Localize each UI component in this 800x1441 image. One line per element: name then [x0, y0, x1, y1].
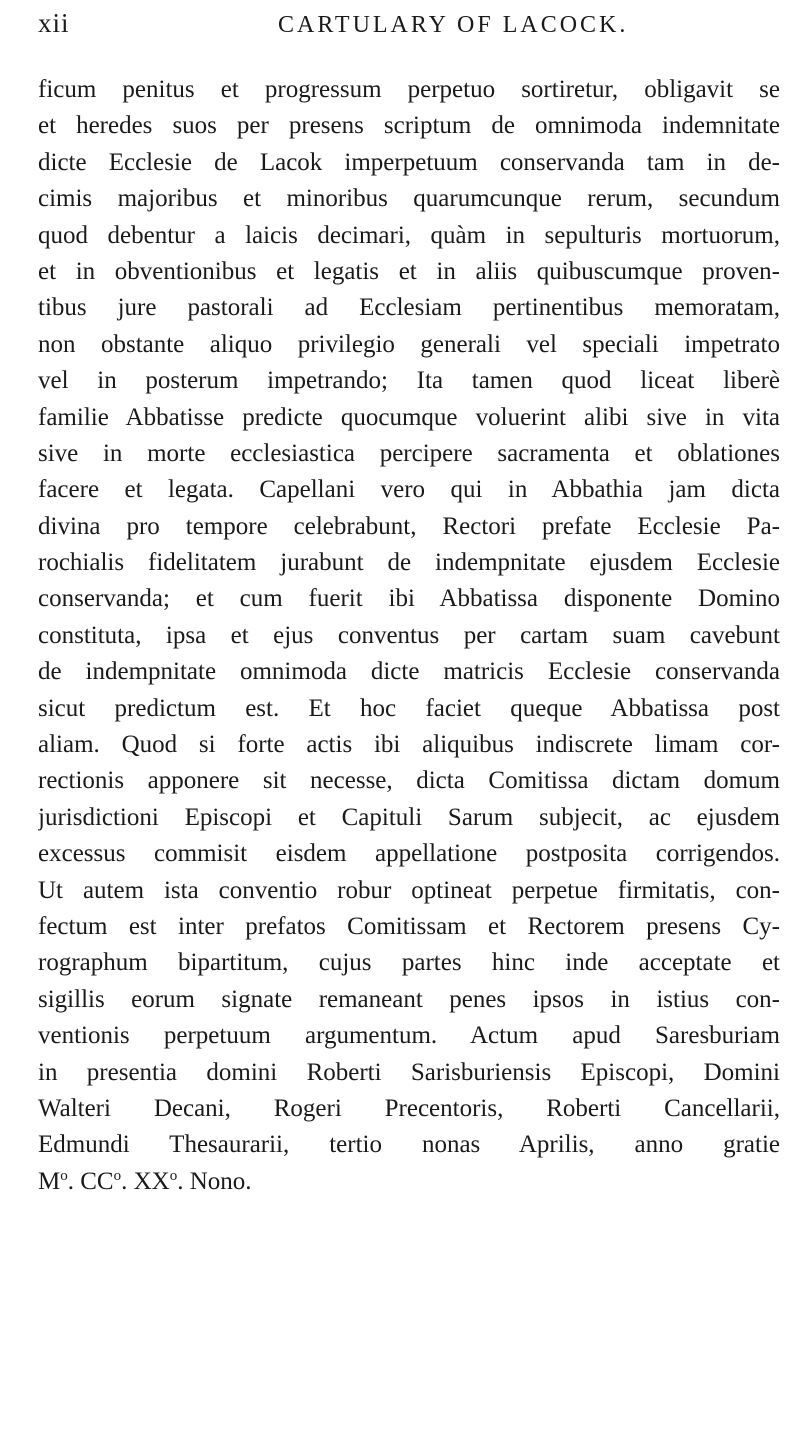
ordinal-marker: o [169, 1167, 178, 1184]
text-line: in presentia domini Roberti Sarisburiensis Episcopi, Domini [38, 1058, 780, 1086]
text-line: divina pro tempore celebrabunt, Rectori prefate Ecclesie Pa- [38, 512, 780, 540]
year-tens: . XX [121, 1167, 170, 1195]
text-line: ficum penitus et progressum perpetuo sortiretur, obligavit se [38, 76, 780, 103]
text-line: conservanda; et cum fuerit ibi Abbatissa disponente Domino [38, 585, 780, 613]
year-units: . Nono. [177, 1167, 252, 1195]
text-line: Walteri Decani, Rogeri Precentoris, Roberti Cancellarii, [38, 1094, 780, 1122]
text-line: non obstante aliquo privilegio generali vel speciali impetrato [38, 330, 780, 358]
year-thousands: M [38, 1167, 61, 1195]
text-line: familie Abbatisse predicte quocumque voluerint alibi sive in vita [38, 403, 780, 431]
text-line: quod debentur a laicis decimari, quàm in sepulturis mortuorum, [38, 221, 780, 249]
text-line: dicte Ecclesie de Lacok imperpetuum conservanda tam in de- [38, 148, 780, 176]
text-line: cimis majoribus et minoribus quarumcunque rerum, secundum [38, 185, 780, 213]
body-text [38, 72, 780, 1200]
running-title: CARTULARY OF LACOCK. [278, 12, 629, 38]
ordinal-marker: o [60, 1167, 68, 1184]
text-line: de indempnitate omnimoda dicte matricis Ecclesie conservanda [38, 658, 780, 686]
ordinal-marker: o [113, 1167, 122, 1184]
text-line: ventionis perpetuum argumentum. Actum apud Saresburiam [38, 1022, 780, 1050]
text-line: rectionis apponere sit necesse, dicta Comitissa dictam domum [38, 767, 780, 795]
page-number: xii [38, 8, 70, 38]
text-line: jurisdictioni Episcopi et Capituli Sarum subjecit, ac ejusdem [38, 803, 780, 831]
text-line: facere et legata. Capellani vero qui in Abbathia jam dicta [38, 476, 780, 504]
text-line: Ut autem ista conventio robur optineat perpetue firmitatis, con- [38, 876, 780, 904]
text-line: fectum est inter prefatos Comitissam et Rectorem presens Cy- [38, 912, 780, 940]
text-line: Edmundi Thesaurarii, tertio nonas Aprilis, anno gratie [38, 1131, 780, 1159]
text-line: aliam. Quod si forte actis ibi aliquibus indiscrete limam cor- [38, 731, 780, 759]
year-hundreds: . CC [67, 1167, 114, 1195]
text-line: excessus commisit eisdem appellatione postposita corrigendos. [38, 840, 780, 868]
final-date-line [38, 1164, 780, 1200]
text-line: tibus jure pastorali ad Ecclesiam pertinentibus memoratam, [38, 294, 780, 322]
text-line: constituta, ipsa et ejus conventus per cartam suam cavebunt [38, 621, 780, 649]
text-line: et in obventionibus et legatis et in aliis quibuscumque proven- [38, 257, 780, 285]
page-header [38, 8, 780, 48]
text-line: sigillis eorum signate remaneant penes ipsos in istius con- [38, 985, 780, 1013]
text-line: sicut predictum est. Et hoc faciet queque Abbatissa post [38, 694, 780, 722]
text-line: sive in morte ecclesiastica percipere sacramenta et oblationes [38, 439, 780, 467]
text-line: et heredes suos per presens scriptum de omnimoda indemnitate [38, 112, 780, 140]
text-line: vel in posterum impetrando; Ita tamen quod liceat liberè [38, 367, 780, 395]
text-line: rochialis fidelitatem jurabunt de indempnitate ejusdem Ecclesie [38, 549, 780, 577]
text-line: rographum bipartitum, cujus partes hinc inde acceptate et [38, 949, 780, 977]
